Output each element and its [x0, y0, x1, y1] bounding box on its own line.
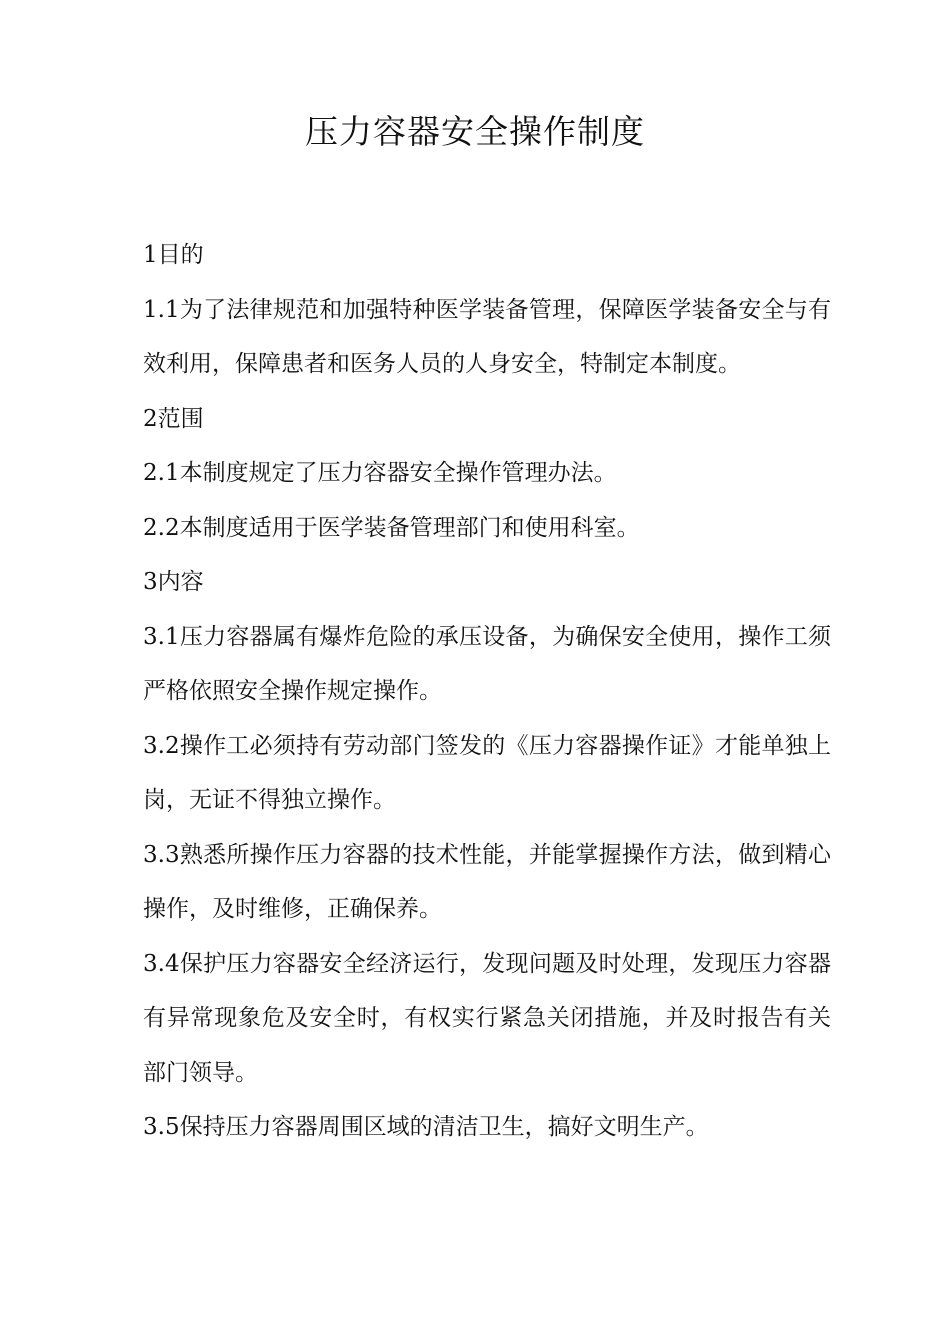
section-heading-1: 1目的 [143, 242, 204, 268]
clause-1-1: 1.1为了法律规范和加强特种医学装备管理，保障医学装备安全与有效利用，保障患者和医务人员的人身安全，特制定本制度。 [143, 296, 831, 377]
clause-3-1: 3.1压力容器属有爆炸危险的承压设备，为确保安全使用，操作工须严格依照安全操作规定操作。 [143, 623, 831, 704]
clause-3-5: 3.5保持压力容器周围区域的清洁卫生，搞好文明生产。 [143, 1114, 709, 1140]
clause-2-2: 2.2本制度适用于医学装备管理部门和使用科室。 [143, 514, 640, 541]
clause-3-2: 3.2操作工必须持有劳动部门签发的《压力容器操作证》才能单独上岗，无证不得独立操作。 [143, 732, 831, 813]
section-heading-2: 2范围 [143, 405, 204, 432]
document-title: 压力容器安全操作制度 [305, 112, 645, 151]
section-heading-3: 3内容 [143, 569, 204, 595]
clause-2-1: 2.1本制度规定了压力容器安全操作管理办法。 [143, 460, 617, 486]
clause-3-3: 3.3熟悉所操作压力容器的技术性能，并能掌握操作方法，做到精心操作，及时维修，正确保养。 [143, 841, 831, 922]
document-body [143, 228, 831, 1155]
clause-3-4: 3.4保护压力容器安全经济运行，发现问题及时处理，发现压力容器有异常现象危及安全时，有权实行紧急关闭措施，并及时报告有关部门领导。 [143, 950, 831, 1086]
